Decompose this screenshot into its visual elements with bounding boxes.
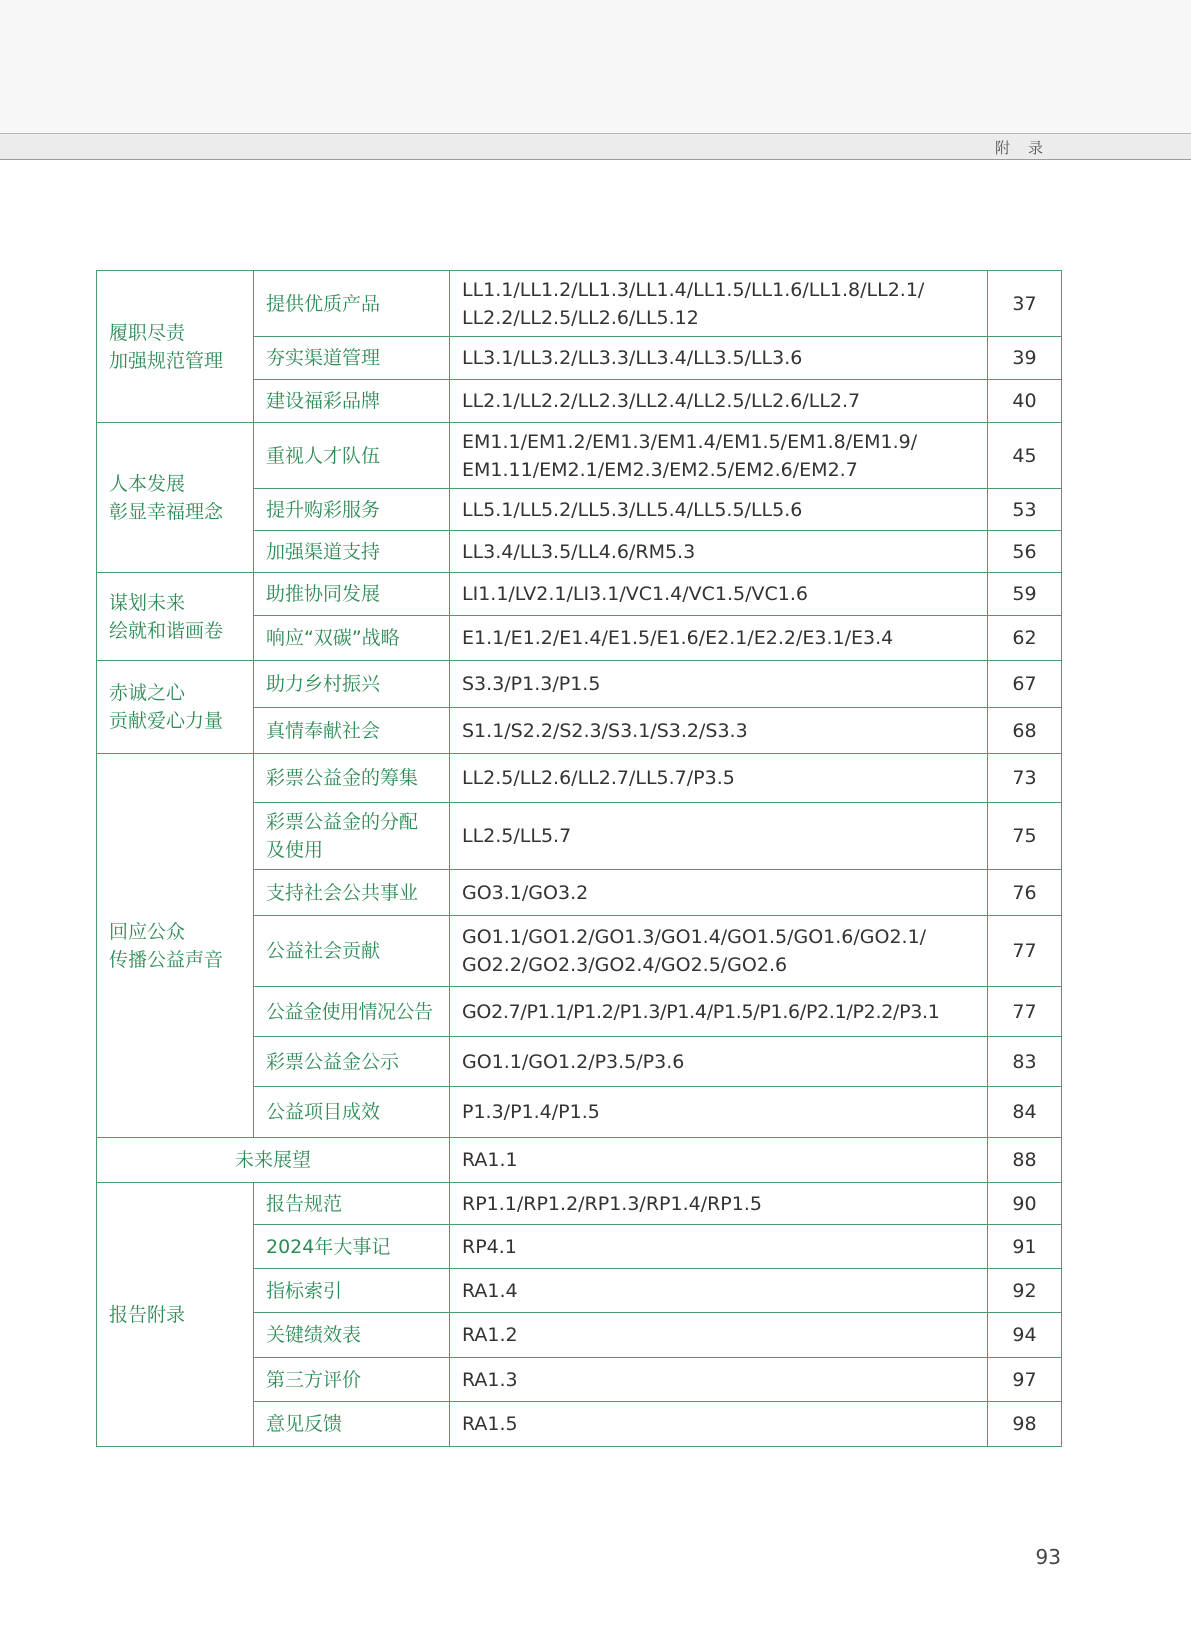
page-cell: 88 <box>988 1138 1062 1183</box>
topic-cell <box>254 803 450 870</box>
category-cell <box>97 573 254 661</box>
top-margin <box>0 0 1191 133</box>
page-cell: 67 <box>988 661 1062 708</box>
category-line: 谋划未来 绘就和谐画卷 <box>109 591 224 642</box>
page-cell: 37 <box>988 271 1062 337</box>
topic-cell: 意见反馈 <box>254 1402 450 1447</box>
codes-cell: LL3.1/LL3.2/LL3.3/LL3.4/LL3.5/LL3.6 <box>450 337 988 380</box>
category-line: 赤诚之心 贡献爱心力量 <box>109 682 224 732</box>
topic-cell: 指标索引 <box>254 1269 450 1313</box>
topic-cell: 真情奉献社会 <box>254 708 450 754</box>
codes-cell: RA1.2 <box>450 1313 988 1358</box>
table-row <box>97 271 1062 337</box>
page-number: 93 <box>1035 1545 1061 1569</box>
topic-cell: 2024年大事记 <box>254 1225 450 1269</box>
page-cell: 75 <box>988 803 1062 870</box>
codes-cell: LL2.1/LL2.2/LL2.3/LL2.4/LL2.5/LL2.6/LL2.7 <box>450 380 988 423</box>
page-cell: 40 <box>988 380 1062 423</box>
page-cell: 97 <box>988 1358 1062 1402</box>
topic-cell: 公益项目成效 <box>254 1087 450 1138</box>
topic-cell: 报告规范 <box>254 1183 450 1225</box>
page-cell: 94 <box>988 1313 1062 1358</box>
topic-cell: 助力乡村振兴 <box>254 661 450 708</box>
codes-cell: S1.1/S2.2/S2.3/S3.1/S3.2/S3.3 <box>450 708 988 754</box>
running-header <box>0 133 1191 160</box>
codes-line: EM1.1/EM1.2/EM1.3/EM1.4/EM1.5/EM1.8/EM1.9/ EM1.11/EM2.1/EM2.3/EM2.5/EM2.6/EM2.7 <box>462 430 918 481</box>
page-cell: 73 <box>988 754 1062 803</box>
codes-cell: P1.3/P1.4/P1.5 <box>450 1087 988 1138</box>
page-cell: 53 <box>988 489 1062 531</box>
category-cell: 未来展望 <box>97 1138 450 1183</box>
codes-cell: GO2.7/P1.1/P1.2/P1.3/P1.4/P1.5/P1.6/P2.1/P2.2/P3.1 <box>450 987 988 1037</box>
codes-cell: LL2.5/LL5.7 <box>450 803 988 870</box>
table-row <box>97 573 1062 616</box>
topic-cell: 公益社会贡献 <box>254 916 450 987</box>
table-row <box>97 1183 1062 1225</box>
codes-cell: RA1.3 <box>450 1358 988 1402</box>
topic-cell: 关键绩效表 <box>254 1313 450 1358</box>
page-cell: 39 <box>988 337 1062 380</box>
page-cell: 56 <box>988 531 1062 573</box>
topic-cell: 加强渠道支持 <box>254 531 450 573</box>
indicator-index-table <box>96 270 1062 1447</box>
page-cell: 45 <box>988 423 1062 489</box>
page-cell: 98 <box>988 1402 1062 1447</box>
codes-cell: LL3.4/LL3.5/LL4.6/RM5.3 <box>450 531 988 573</box>
page-cell: 90 <box>988 1183 1062 1225</box>
category-line: 回应公众 传播公益声音 <box>109 920 224 971</box>
topic-cell: 公益金使用情况公告 <box>254 987 450 1037</box>
category-cell <box>97 754 254 1138</box>
page-cell: 76 <box>988 870 1062 916</box>
category-cell <box>97 271 254 423</box>
codes-line: GO1.1/GO1.2/GO1.3/GO1.4/GO1.5/GO1.6/GO2.1/ GO2.2/GO2.3/GO2.4/GO2.5/GO2.6 <box>462 926 927 976</box>
codes-cell: RA1.4 <box>450 1269 988 1313</box>
topic-cell: 助推协同发展 <box>254 573 450 616</box>
topic-cell: 响应“双碳”战略 <box>254 616 450 661</box>
table-row <box>97 754 1062 803</box>
page-cell: 62 <box>988 616 1062 661</box>
page-cell: 83 <box>988 1037 1062 1087</box>
codes-line: LL1.1/LL1.2/LL1.3/LL1.4/LL1.5/LL1.6/LL1.8/LL2.1/ LL2.2/LL2.5/LL2.6/LL5.12 <box>462 278 925 329</box>
page-cell: 77 <box>988 916 1062 987</box>
topic-cell: 提升购彩服务 <box>254 489 450 531</box>
category-line: 履职尽责 加强规范管理 <box>109 321 224 372</box>
table-row <box>97 423 1062 489</box>
topic-cell: 彩票公益金的筹集 <box>254 754 450 803</box>
category-cell: 报告附录 <box>97 1183 254 1447</box>
codes-cell: RP1.1/RP1.2/RP1.3/RP1.4/RP1.5 <box>450 1183 988 1225</box>
codes-cell: LL2.5/LL2.6/LL2.7/LL5.7/P3.5 <box>450 754 988 803</box>
page-cell: 77 <box>988 987 1062 1037</box>
codes-cell: LI1.1/LV2.1/LI3.1/VC1.4/VC1.5/VC1.6 <box>450 573 988 616</box>
category-cell <box>97 661 254 754</box>
codes-cell: RA1.5 <box>450 1402 988 1447</box>
category-line: 人本发展 彰显幸福理念 <box>109 472 224 523</box>
table-row <box>97 1138 1062 1183</box>
page-cell: 91 <box>988 1225 1062 1269</box>
codes-cell: RP4.1 <box>450 1225 988 1269</box>
topic-cell: 重视人才队伍 <box>254 423 450 489</box>
codes-cell: GO1.1/GO1.2/P3.5/P3.6 <box>450 1037 988 1087</box>
table-row <box>97 661 1062 708</box>
topic-cell: 建设福彩品牌 <box>254 380 450 423</box>
category-cell <box>97 423 254 573</box>
codes-cell: LL5.1/LL5.2/LL5.3/LL5.4/LL5.5/LL5.6 <box>450 489 988 531</box>
topic-cell: 彩票公益金公示 <box>254 1037 450 1087</box>
page-cell: 59 <box>988 573 1062 616</box>
codes-cell: RA1.1 <box>450 1138 988 1183</box>
page-cell: 68 <box>988 708 1062 754</box>
topic-cell: 提供优质产品 <box>254 271 450 337</box>
codes-cell: GO3.1/GO3.2 <box>450 870 988 916</box>
codes-cell <box>450 423 988 489</box>
topic-cell: 夯实渠道管理 <box>254 337 450 380</box>
page-cell: 92 <box>988 1269 1062 1313</box>
codes-cell <box>450 916 988 987</box>
codes-cell <box>450 271 988 337</box>
codes-cell: E1.1/E1.2/E1.4/E1.5/E1.6/E2.1/E2.2/E3.1/E3.4 <box>450 616 988 661</box>
section-title: 附录 <box>994 139 1061 157</box>
topic-cell: 支持社会公共事业 <box>254 870 450 916</box>
topic-line: 彩票公益金的分配 及使用 <box>266 811 419 861</box>
topic-cell: 第三方评价 <box>254 1358 450 1402</box>
codes-cell: S3.3/P1.3/P1.5 <box>450 661 988 708</box>
page-cell: 84 <box>988 1087 1062 1138</box>
